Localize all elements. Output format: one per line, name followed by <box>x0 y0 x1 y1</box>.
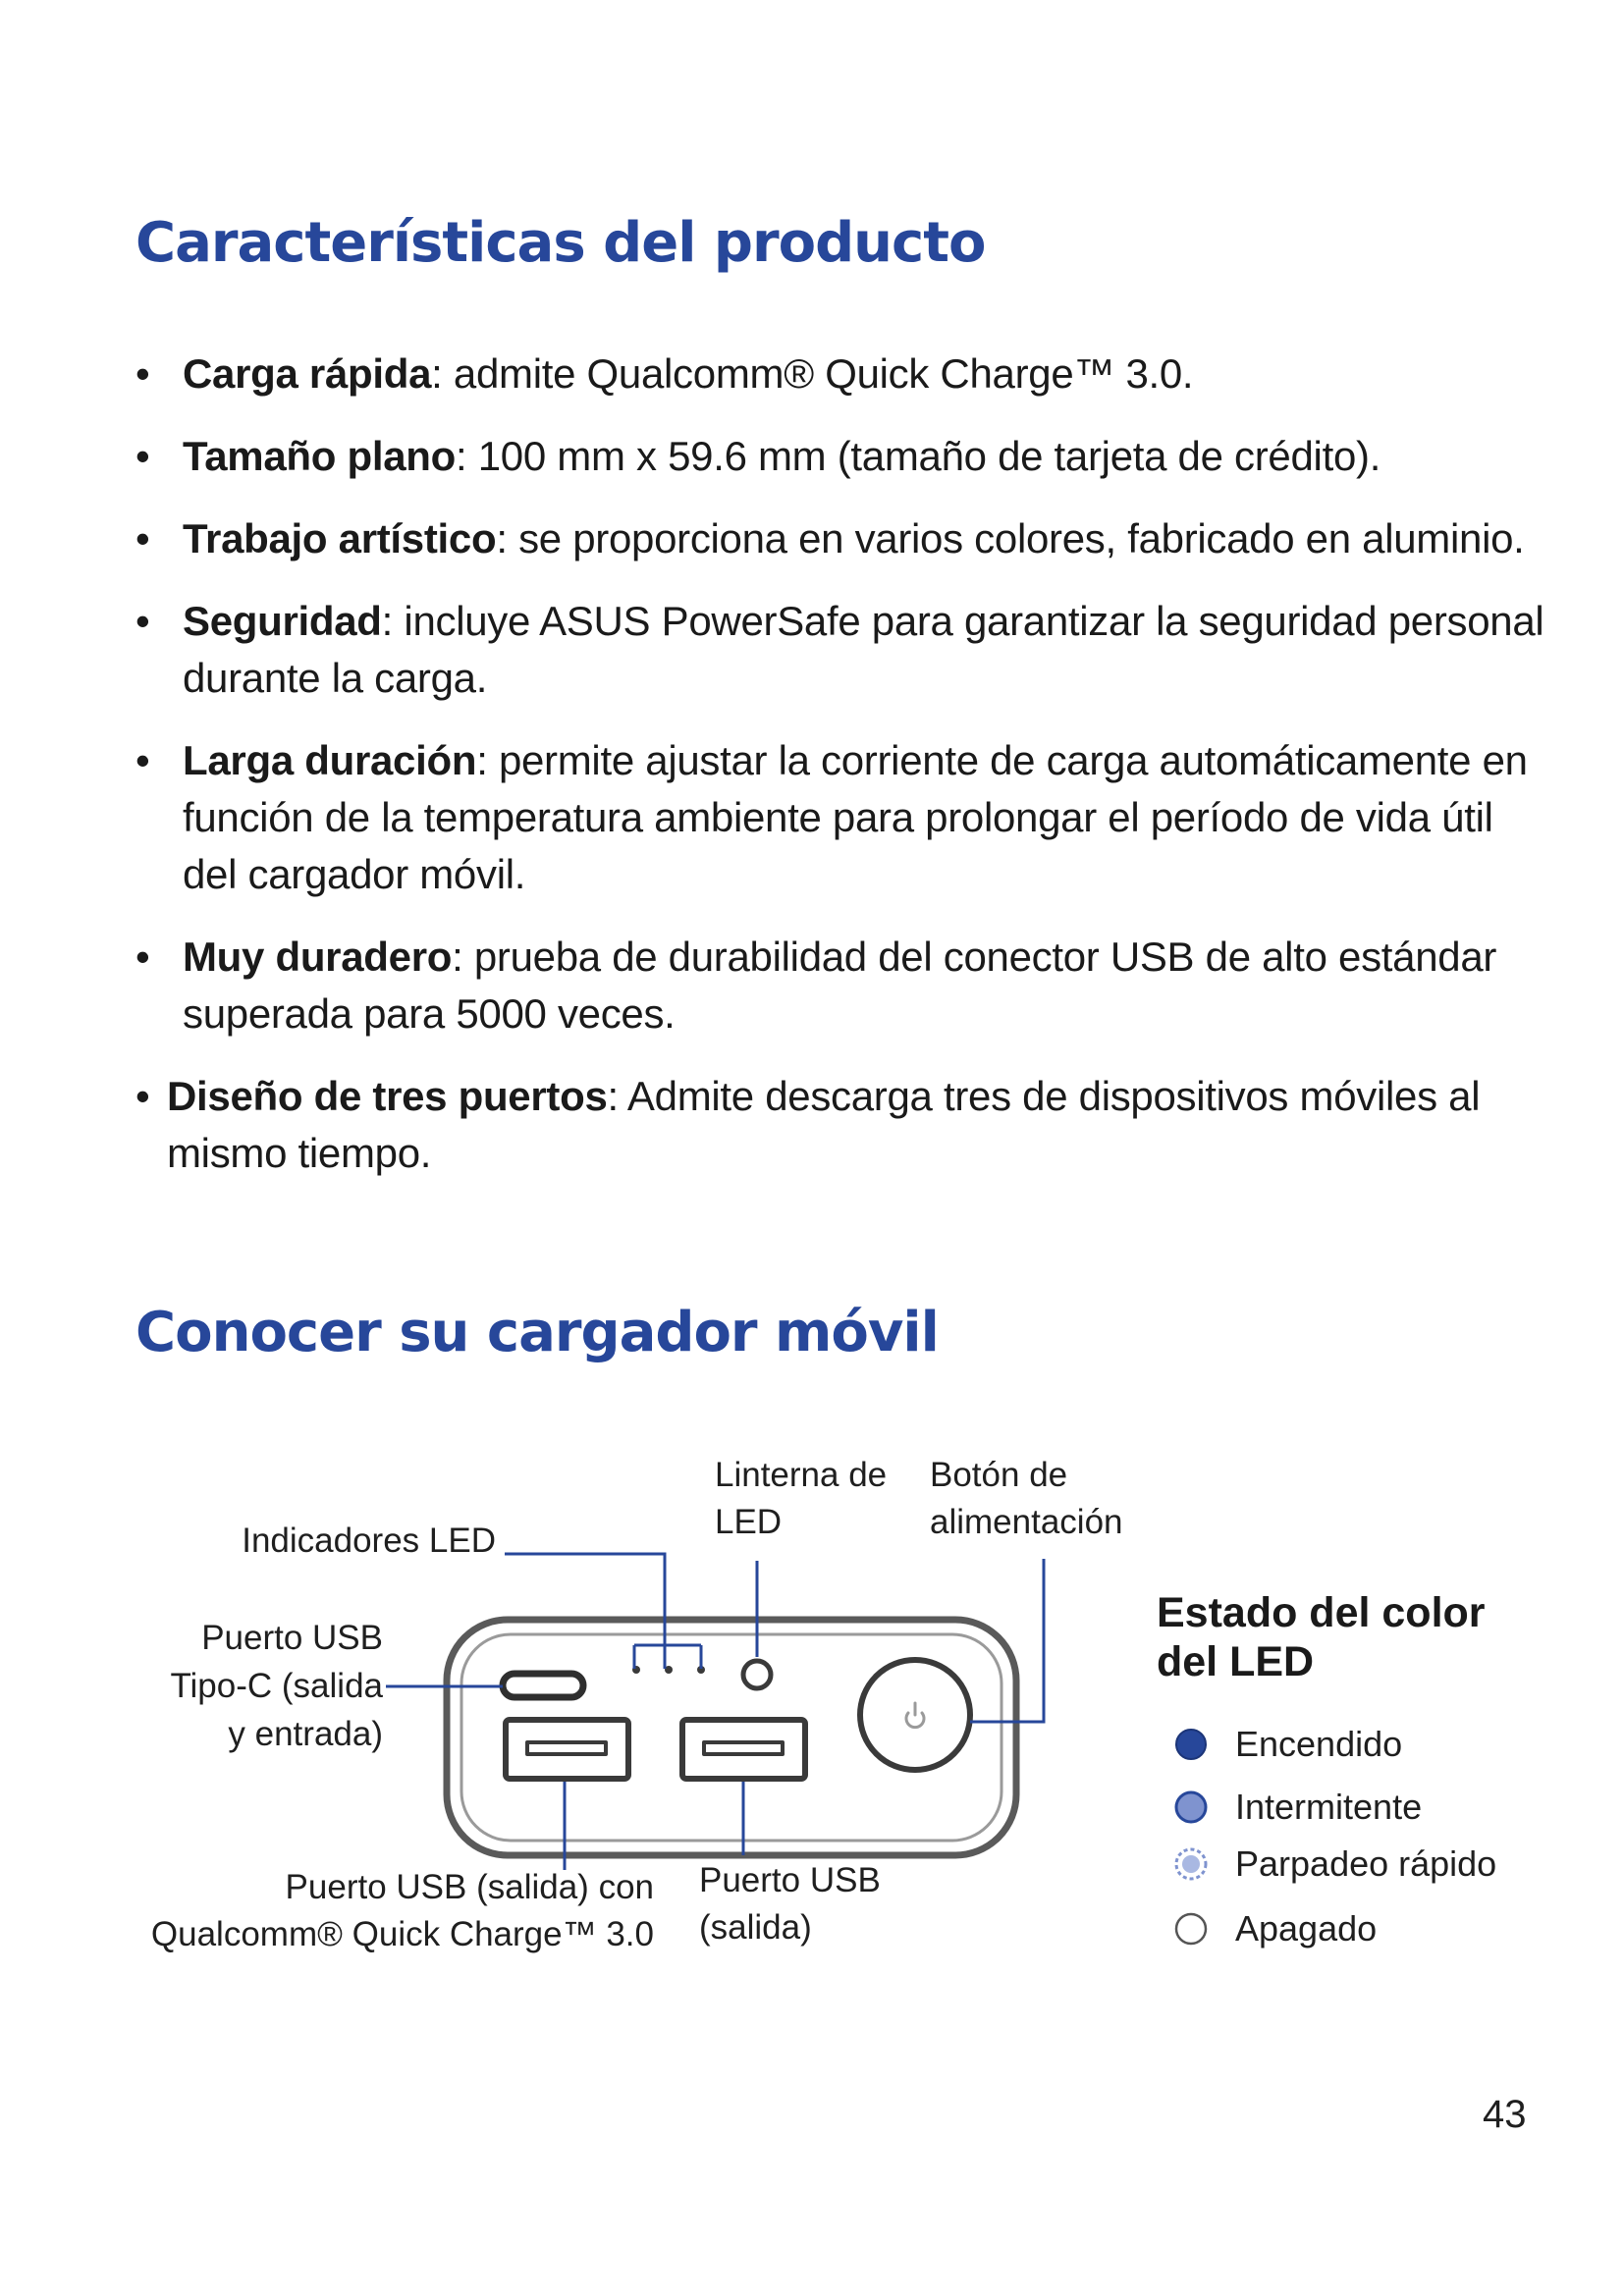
led-indicator-dots <box>632 1666 705 1674</box>
feature-label: Muy duradero <box>183 934 453 980</box>
legend-label: Parpadeo rápido <box>1235 1843 1497 1884</box>
feature-text: : prueba de durabilidad del conector USB de alto estándar superada para 5000 veces. <box>183 934 1497 1037</box>
label-usb-out-line2: (salida) <box>699 1908 812 1947</box>
led-off-icon <box>1174 1912 1208 1946</box>
legend-label: Apagado <box>1235 1908 1378 1949</box>
legend-item-blinking <box>1174 1783 1422 1832</box>
feature-label: Larga duración <box>183 737 477 783</box>
label-usb-c-line3: y entrada) <box>228 1715 383 1753</box>
feature-text: : admite Qualcomm® Quick Charge™ 3.0. <box>431 350 1194 397</box>
label-power-button-line2: alimentación <box>930 1503 1123 1541</box>
feature-text: : Admite descarga tres de dispositivos móviles al mismo tiempo. <box>167 1073 1481 1176</box>
feature-text: : 100 mm x 59.6 mm (tamaño de tarjeta de crédito). <box>455 433 1381 479</box>
bullet: • <box>135 515 150 561</box>
legend-label: Intermitente <box>1235 1787 1423 1827</box>
label-usb-c-line1: Puerto USB <box>201 1619 383 1657</box>
legend-item-off <box>1174 1904 1377 1953</box>
bullet: • <box>135 934 150 980</box>
feature-text: : se proporciona en varios colores, fabricado en aluminio. <box>496 515 1525 561</box>
led-fast-blink-icon <box>1174 1847 1208 1881</box>
page-number: 43 <box>1483 2093 1527 2136</box>
label-led-flashlight-line2: LED <box>715 1503 783 1541</box>
power-bank-inner-edge <box>461 1634 1001 1841</box>
led-blinking-icon <box>1174 1790 1208 1824</box>
feature-label: Carga rápida <box>183 350 432 397</box>
power-bank-body <box>447 1620 1016 1855</box>
led-on-icon <box>1174 1728 1208 1761</box>
usb-a-port-icon <box>682 1720 805 1779</box>
feature-text: : permite ajustar la corriente de carga automáticamente en función de la temperatura ambiente para prolongar el período de vida útil del cargador móvil. <box>183 737 1528 897</box>
bullet: • <box>135 737 150 783</box>
feature-label: Seguridad <box>183 598 382 644</box>
label-usb-out-line1: Puerto USB <box>699 1861 881 1899</box>
bullet: • <box>135 350 150 397</box>
led-flashlight-icon <box>743 1661 771 1688</box>
label-led-indicators: Indicadores LED <box>242 1522 496 1560</box>
label-usb-c-line2: Tipo-C (salida <box>170 1667 383 1705</box>
bullet: • <box>135 598 150 644</box>
legend-item-fast-blink <box>1174 1840 1496 1889</box>
usb-c-port-icon <box>503 1674 583 1697</box>
feature-label: Trabajo artístico <box>183 515 497 561</box>
feature-text: : incluye ASUS PowerSafe para garantizar la seguridad personal durante la carga. <box>183 598 1544 701</box>
legend-item-on <box>1174 1720 1402 1769</box>
bullet: • <box>135 433 150 479</box>
feature-label: Diseño de tres puertos <box>167 1073 608 1119</box>
label-power-button-line1: Botón de <box>930 1456 1068 1494</box>
usb-a-port-qc-icon <box>506 1720 628 1779</box>
label-usb-qc-line1: Puerto USB (salida) con <box>285 1868 654 1906</box>
section-title-know-charger: Conocer su cargador móvil <box>135 1301 939 1364</box>
callout-lines <box>386 1554 1044 1870</box>
legend-title: Estado del color del LED <box>1157 1589 1486 1685</box>
legend-label: Encendido <box>1235 1724 1403 1764</box>
section-title-features: Características del producto <box>135 211 986 275</box>
label-led-flashlight-line1: Linterna de <box>715 1456 888 1494</box>
label-usb-qc-line2: Qualcomm® Quick Charge™ 3.0 <box>150 1915 654 1953</box>
feature-label: Tamaño plano <box>183 433 456 479</box>
bullet: • <box>135 1073 150 1119</box>
